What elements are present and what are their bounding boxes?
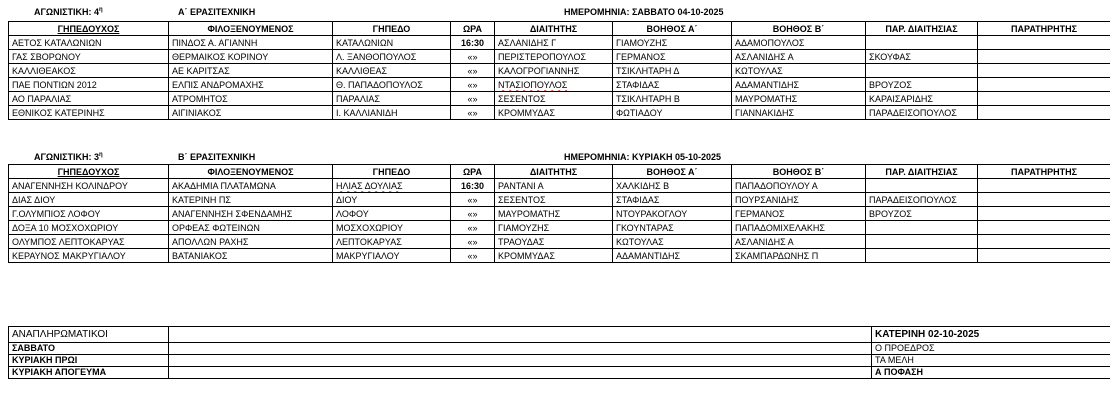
away-team-cell: ΑΚΑΔΗΜΙΑ ΠΛΑΤΑΜΩΝΑ [169,179,333,193]
away-team-cell: ΑΠΟΛΛΩΝ ΡΑΧΗΣ [169,235,333,249]
assistant-b-cell: ΠΟΥΡΣΑΝΙΔΗΣ [732,193,866,207]
match-date: ΗΜΕΡΟΜΗΝΙΑ: ΚΥΡΙΑΚΗ 05-10-2025 [564,152,722,162]
stadium-cell: Λ. ΞΑΝΘΟΠΟΥΛΟΣ [333,50,451,64]
stadium-cell: Ι. ΚΑΛΛΙΑΝΙΔΗ [333,106,451,120]
away-team-cell: ΑΙΓΙΝΙΑΚΟΣ [169,106,333,120]
inspector-cell [978,78,1110,92]
home-team-cell: ΚΑΛΛΙΘΕΑΚΟΣ [9,64,169,78]
referee-cell: ΓΙΑΜΟΥΖΗΣ [495,221,613,235]
time-cell: 16:30 [451,36,495,50]
assistant-a-cell: ΣΤΑΦΙΔΑΣ [613,78,732,92]
home-team-cell: Γ.ΟΛΥΜΠΙΟΣ ΛΟΦΟΥ [9,207,169,221]
table-row [9,64,1110,78]
blank-cell [169,367,872,379]
assistant-b-cell: ΑΔΑΜΑΝΤΙΔΗΣ [732,78,866,92]
signature-label: Ο ΠΡΟΕΔΡΟΣ [872,343,1110,355]
column-header: ΦΙΛΟΞΕΝΟΥΜΕΝΟΣ [169,22,333,36]
signature-label: ΤΑ ΜΕΛΗ [872,355,1110,367]
referee-cell: ΡΑΝΤΑΝΙ Α [495,179,613,193]
assistant-a-cell: ΑΔΑΜΑΝΤΙΔΗΣ [613,249,732,263]
inspector-cell [978,36,1110,50]
column-header: ΒΟΗΘΟΣ Α΄ [613,165,732,179]
referee-cell: ΠΕΡΙΣΤΕΡΟΠΟΥΛΟΣ [495,50,613,64]
column-header: ΓΗΠΕΔΟ [333,165,451,179]
home-team-cell: ΠΑΕ ΠΟΝΤΙΩΝ 2012 [9,78,169,92]
home-team-cell: ΔΟΞΑ 10 ΜΟΣΧΟΧΩΡΙΟΥ [9,221,169,235]
stadium-cell: ΠΑΡΑΛΙΑΣ [333,92,451,106]
stadium-cell: ΚΑΛΛΙΘΕΑΣ [333,64,451,78]
substitute-label: ΣΑΒΒΑΤΟ [9,343,169,355]
observer-cell [866,221,978,235]
observer-cell [866,235,978,249]
away-team-cell: ΑΕ ΚΑΡΙΤΣΑΣ [169,64,333,78]
referee-cell: ΚΡΟΜΜΥΔΑΣ [495,106,613,120]
observer-cell [866,64,978,78]
stadium-cell: ΗΛΙΑΣ ΔΟΥΛΙΑΣ [333,179,451,193]
assistant-a-cell: ΣΤΑΦΙΔΑΣ [613,193,732,207]
referee-cell: ΣΕΣΕΝΤΟΣ [495,92,613,106]
blank-cell [169,327,872,343]
observer-cell [866,36,978,50]
column-header: ΓΗΠΕΔΟΥΧΟΣ [9,22,169,36]
substitute-label: ΚΥΡΙΑΚΗ ΠΡΩΙ [9,355,169,367]
time-cell: «» [451,207,495,221]
stadium-cell: ΔΙΟΥ [333,193,451,207]
observer-cell [866,179,978,193]
inspector-cell [978,106,1110,120]
home-team-cell: ΔΙΑΣ ΔΙΟΥ [9,193,169,207]
table-header-row [9,165,1110,179]
table-row [9,106,1110,120]
place-date: ΚΑΤΕΡΙΝΗ 02-10-2025 [872,327,1110,343]
referee-cell: ΝΤΑΣΙΟΠΟΥΛΟΣ [495,78,613,92]
column-header: ΒΟΗΘΟΣ Β΄ [732,22,866,36]
substitute-label: ΚΥΡΙΑΚΗ ΑΠΟΓΕΥΜΑ [9,367,169,379]
referee-cell: ΚΡΟΜΜΥΔΑΣ [495,249,613,263]
table-row [9,221,1110,235]
table-row [9,78,1110,92]
home-team-cell: ΚΕΡΑΥΝΟΣ ΜΑΚΡΥΓΙΑΛΟΥ [9,249,169,263]
stadium-cell: Θ. ΠΑΠΑΔΟΠΟΥΛΟΣ [333,78,451,92]
column-header: ΔΙΑΙΤΗΤΗΣ [495,22,613,36]
table-row [9,92,1110,106]
assistant-b-cell: ΠΑΠΑΔΟΠΟΥΛΟΥ Α [732,179,866,193]
inspector-cell [978,221,1110,235]
away-team-cell: ΑΝΑΓΕΝΝΗΣΗ ΣΦΕΝΔΑΜΗΣ [169,207,333,221]
blank-cell [169,343,872,355]
stadium-cell: ΜΟΣΧΟΧΩΡΙΟΥ [333,221,451,235]
home-team-cell: ΓΑΣ ΣΒΟΡΩΝΟΥ [9,50,169,64]
time-cell: «» [451,92,495,106]
assistant-a-cell: ΤΣΙΚΛΗΤΑΡΗ Β [613,92,732,106]
referee-cell: ΤΡΑΟΥΔΑΣ [495,235,613,249]
time-cell: «» [451,50,495,64]
assistant-a-cell: ΓΕΡΜΑΝΟΣ [613,50,732,64]
time-cell: «» [451,78,495,92]
substitutes-title: ΑΝΑΠΛΗΡΩΜΑΤΙΚΟΙ [9,327,169,343]
match-date: ΗΜΕΡΟΜΗΝΙΑ: ΣΑΒΒΑΤΟ 04-10-2025 [564,7,724,17]
column-header: ΒΟΗΘΟΣ Α΄ [613,22,732,36]
referee-cell: ΑΣΛΑΝΙΔΗΣ Γ [495,36,613,50]
assistant-b-cell: ΠΑΠΑΔΟΜΙΧΕΛΑΚΗΣ [732,221,866,235]
assistant-a-cell: ΝΤΟΥΡΑΚΟΓΛΟΥ [613,207,732,221]
inspector-cell [978,207,1110,221]
inspector-cell [978,92,1110,106]
away-team-cell: ΠΙΝΔΟΣ Α. ΑΓΙΑΝΝΗ [169,36,333,50]
time-cell: 16:30 [451,179,495,193]
home-team-cell: ΑΟ ΠΑΡΑΛΙΑΣ [9,92,169,106]
away-team-cell: ΚΑΤΕΡΙΝΗ ΠΣ [169,193,333,207]
fixtures-table-2 [8,164,1110,263]
observer-cell: ΠΑΡΑΔΕΙΣΟΠΟΥΛΟΣ [866,193,978,207]
home-team-cell: ΑΕΤΟΣ ΚΑΤΑΛΩΝΙΩΝ [9,36,169,50]
time-cell: «» [451,64,495,78]
stadium-cell: ΜΑΚΡΥΓΙΑΛΟΥ [333,249,451,263]
round-label: ΑΓΩΝΙΣΤΙΚΗ: $3^\eta$ [34,152,103,162]
column-header: ΠΑΡ. ΔΙΑΙΤΗΣΙΑΣ [866,22,978,36]
substitutes-table [8,326,1110,379]
division-title: Β΄ ΕΡΑΣΙΤΕΧΝΙΚΗ [178,152,256,162]
assistant-b-cell: ΑΣΛΑΝΙΔΗΣ Α [732,235,866,249]
inspector-cell [978,64,1110,78]
table-row [9,193,1110,207]
assistant-a-cell: ΓΚΟΥΝΤΑΡΑΣ [613,221,732,235]
table-row [9,50,1110,64]
blank-cell [169,355,872,367]
home-team-cell: ΑΝΑΓΕΝΝΗΣΗ ΚΟΛΙΝΔΡΟΥ [9,179,169,193]
column-header: ΠΑΡ. ΔΙΑΙΤΗΣΙΑΣ [866,165,978,179]
assistant-b-cell: ΓΙΑΝΝΑΚΙΔΗΣ [732,106,866,120]
referee-cell: ΣΕΣΕΝΤΟΣ [495,193,613,207]
home-team-cell: ΟΛΥΜΠΟΣ ΛΕΠΤΟΚΑΡΥΑΣ [9,235,169,249]
observer-cell: ΚΑΡΑΙΣΑΡΙΔΗΣ [866,92,978,106]
away-team-cell: ΒΑΤΑΝΙΑΚΟΣ [169,249,333,263]
column-header: ΠΑΡΑΤΗΡΗΤΗΣ [978,165,1110,179]
assistant-b-cell: ΚΩΤΟΥΛΑΣ [732,64,866,78]
assistant-a-cell: ΦΩΤΙΑΔΟΥ [613,106,732,120]
inspector-cell [978,179,1110,193]
table-header-row [9,22,1110,36]
referee-cell: ΜΑΥΡΟΜΑΤΗΣ [495,207,613,221]
assistant-a-cell: ΤΣΙΚΛΗΤΑΡΗ Δ [613,64,732,78]
table-row [9,235,1110,249]
column-header: ΔΙΑΙΤΗΤΗΣ [495,165,613,179]
inspector-cell [978,235,1110,249]
column-header: ΒΟΗΘΟΣ Β΄ [732,165,866,179]
assistant-b-cell: ΑΣΛΑΝΙΔΗΣ Α [732,50,866,64]
stadium-cell: ΚΑΤΑΛΩΝΙΩΝ [333,36,451,50]
time-cell: «» [451,235,495,249]
time-cell: «» [451,193,495,207]
away-team-cell: ΘΕΡΜΑΙΚΟΣ ΚΟΡΙΝΟΥ [169,50,333,64]
division-title: Α΄ ΕΡΑΣΙΤΕΧΝΙΚΗ [178,7,256,17]
away-team-cell: ΕΛΠΙΣ ΑΝΔΡΟΜΑΧΗΣ [169,78,333,92]
table-row [9,36,1110,50]
table-row [9,207,1110,221]
column-header: ΩΡΑ [451,22,495,36]
away-team-cell: ΟΡΦΕΑΣ ΦΩΤΕΙΝΩΝ [169,221,333,235]
observer-cell: ΒΡΟΥΖΟΣ [866,78,978,92]
referee-cell: ΚΑΛΟΓΡΟΓΙΑΝΝΗΣ [495,64,613,78]
assistant-b-cell: ΜΑΥΡΟΜΑΤΗΣ [732,92,866,106]
assistant-b-cell: ΓΕΡΜΑΝΟΣ [732,207,866,221]
column-header: ΦΙΛΟΞΕΝΟΥΜΕΝΟΣ [169,165,333,179]
signature-label: Α ΠΟΦΑΣΗ [872,367,1110,379]
inspector-cell [978,193,1110,207]
assistant-a-cell: ΓΙΑΜΟΥΖΗΣ [613,36,732,50]
column-header: ΩΡΑ [451,165,495,179]
away-team-cell: ΑΤΡΟΜΗΤΟΣ [169,92,333,106]
assistant-b-cell: ΑΔΑΜΟΠΟΥΛΟΣ [732,36,866,50]
inspector-cell [978,249,1110,263]
stadium-cell: ΛΟΦΟΥ [333,207,451,221]
assistant-a-cell: ΧΑΛΚΙΔΗΣ Β [613,179,732,193]
column-header: ΓΗΠΕΔΟΥΧΟΣ [9,165,169,179]
observer-cell: ΠΑΡΑΔΕΙΣΟΠΟΥΛΟΣ [866,106,978,120]
assistant-a-cell: ΚΩΤΟΥΛΑΣ [613,235,732,249]
table-row [9,249,1110,263]
fixtures-table-1 [8,21,1110,120]
time-cell: «» [451,221,495,235]
assistant-b-cell: ΣΚΑΜΠΑΡΔΩΝΗΣ Π [732,249,866,263]
home-team-cell: ΕΘΝΙΚΟΣ ΚΑΤΕΡΙΝΗΣ [9,106,169,120]
inspector-cell [978,50,1110,64]
observer-cell: ΒΡΟΥΖΟΣ [866,207,978,221]
observer-cell: ΣΚΟΥΦΑΣ [866,50,978,64]
time-cell: «» [451,249,495,263]
column-header: ΠΑΡΑΤΗΡΗΤΗΣ [978,22,1110,36]
time-cell: «» [451,106,495,120]
stadium-cell: ΛΕΠΤΟΚΑΡΥΑΣ [333,235,451,249]
observer-cell [866,249,978,263]
column-header: ΓΗΠΕΔΟ [333,22,451,36]
round-label: ΑΓΩΝΙΣΤΙΚΗ: $4^\eta$ [34,7,103,17]
table-row [9,179,1110,193]
